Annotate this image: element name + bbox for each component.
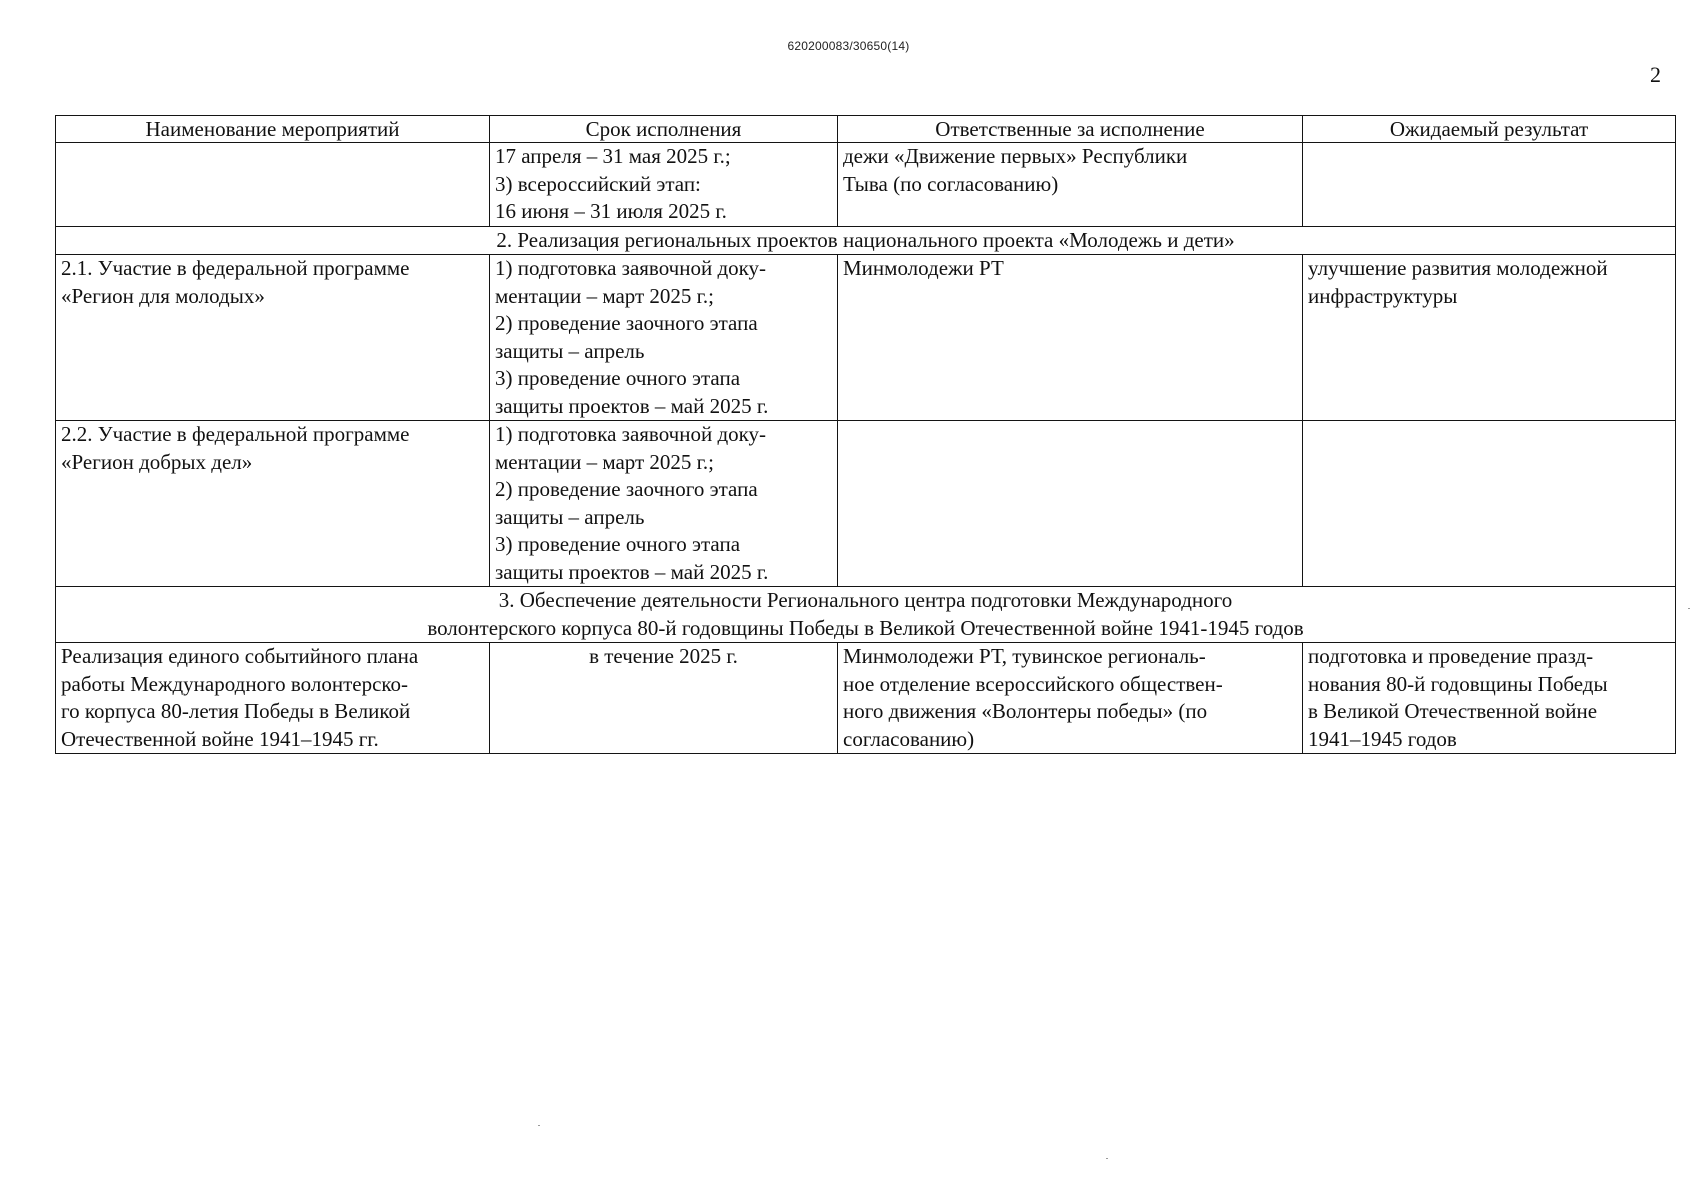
cell-line: Отечественной войне 1941–1945 гг. — [61, 726, 379, 751]
cell-responsible — [838, 255, 1303, 421]
table-row — [56, 255, 1676, 421]
cell-term — [490, 643, 838, 754]
page-number: 2 — [1650, 62, 1661, 87]
cell-line: в течение 2025 г. — [589, 644, 738, 668]
cell-line: 2) проведение заочного этапа — [495, 477, 758, 501]
scan-speck — [1688, 608, 1690, 609]
cell-line: волонтерского корпуса 80-й годовщины Победы в Великой Отечественной войне 1941-1945 годов — [427, 615, 1304, 640]
cell-line: Минмолодежи РТ, тувинское региональ- — [843, 644, 1206, 668]
cell-result — [1303, 143, 1676, 227]
cell-line: 17 апреля – 31 мая 2025 г.; — [495, 144, 731, 168]
cell-line: «Регион добрых дел» — [61, 449, 253, 474]
table-row — [56, 143, 1676, 227]
column-header-responsible: Ответственные за исполнение — [838, 116, 1303, 143]
cell-line: ного движения «Волонтеры победы» (по — [843, 699, 1208, 723]
cell-line: 3. Обеспечение деятельности Регионального центра подготовки Международного — [498, 588, 1233, 612]
cell-line: ментации – март 2025 г.; — [495, 449, 715, 474]
table-row — [56, 421, 1676, 587]
cell-line: защиты – апрель — [495, 504, 645, 529]
cell-line: 2) проведение заочного этапа — [495, 311, 758, 335]
column-header-name: Наименование мероприятий — [56, 116, 490, 143]
cell-line: Минмолодежи РТ — [843, 256, 1004, 280]
cell-line: ное отделение всероссийского обществен- — [843, 671, 1223, 696]
cell-responsible — [838, 643, 1303, 754]
cell-line: «Регион для молодых» — [61, 283, 265, 308]
cell-line: подготовка и проведение празд- — [1308, 644, 1594, 668]
cell-term — [490, 143, 838, 227]
cell-term — [490, 255, 838, 421]
cell-line: 3) проведение очного этапа — [495, 366, 741, 390]
cell-line: 2. Реализация региональных проектов национального проекта «Молодежь и дети» — [496, 227, 1235, 252]
cell-responsible — [838, 421, 1303, 587]
section-heading-2 — [56, 226, 1676, 255]
cell-line: защиты проектов – май 2025 г. — [495, 393, 769, 418]
cell-term — [490, 421, 838, 587]
cell-line: 3) проведение очного этапа — [495, 532, 741, 556]
column-header-term: Срок исполнения — [490, 116, 838, 143]
table-row — [56, 643, 1676, 754]
section-row — [56, 587, 1676, 643]
cell-name — [56, 143, 490, 227]
cell-line: 1) подготовка заявочной доку- — [495, 422, 767, 446]
table-header-row — [56, 116, 1676, 143]
document-id: 620200083/30650(14) — [787, 39, 910, 53]
cell-result — [1303, 643, 1676, 754]
cell-responsible — [838, 143, 1303, 227]
cell-line: 16 июня – 31 июля 2025 г. — [495, 199, 727, 223]
cell-line: согласованию) — [843, 726, 975, 751]
cell-name — [56, 643, 490, 754]
cell-line: защиты – апрель — [495, 338, 645, 363]
cell-line: в Великой Отечественной войне — [1308, 699, 1598, 723]
cell-line: ментации – март 2025 г.; — [495, 283, 715, 308]
scan-speck — [1106, 1158, 1108, 1159]
cell-line: Реализация единого событийного плана — [61, 644, 419, 668]
cell-line: 2.2. Участие в федеральной программе — [61, 422, 410, 446]
cell-result — [1303, 421, 1676, 587]
cell-line: 2.1. Участие в федеральной программе — [61, 256, 410, 280]
cell-name — [56, 421, 490, 587]
cell-line: Тыва (по согласованию) — [843, 171, 1059, 196]
section-row — [56, 226, 1676, 255]
cell-line: нования 80-й годовщины Победы — [1308, 671, 1608, 696]
scan-speck — [538, 1125, 540, 1126]
cell-result — [1303, 255, 1676, 421]
column-header-result: Ожидаемый результат — [1303, 116, 1676, 143]
cell-line: дежи «Движение первых» Республики — [843, 144, 1188, 168]
cell-line: инфраструктуры — [1308, 283, 1458, 308]
cell-line: защиты проектов – май 2025 г. — [495, 559, 769, 584]
cell-line: 1) подготовка заявочной доку- — [495, 256, 767, 280]
cell-line: 1941–1945 годов — [1308, 726, 1457, 751]
cell-line: 3) всероссийский этап: — [495, 171, 701, 196]
cell-line: улучшение развития молодежной — [1308, 256, 1608, 280]
events-table — [55, 115, 1676, 754]
cell-name — [56, 255, 490, 421]
section-heading-3 — [56, 587, 1676, 643]
cell-line: работы Международного волонтерско- — [61, 671, 409, 696]
cell-line: го корпуса 80-летия Победы в Великой — [61, 699, 411, 723]
